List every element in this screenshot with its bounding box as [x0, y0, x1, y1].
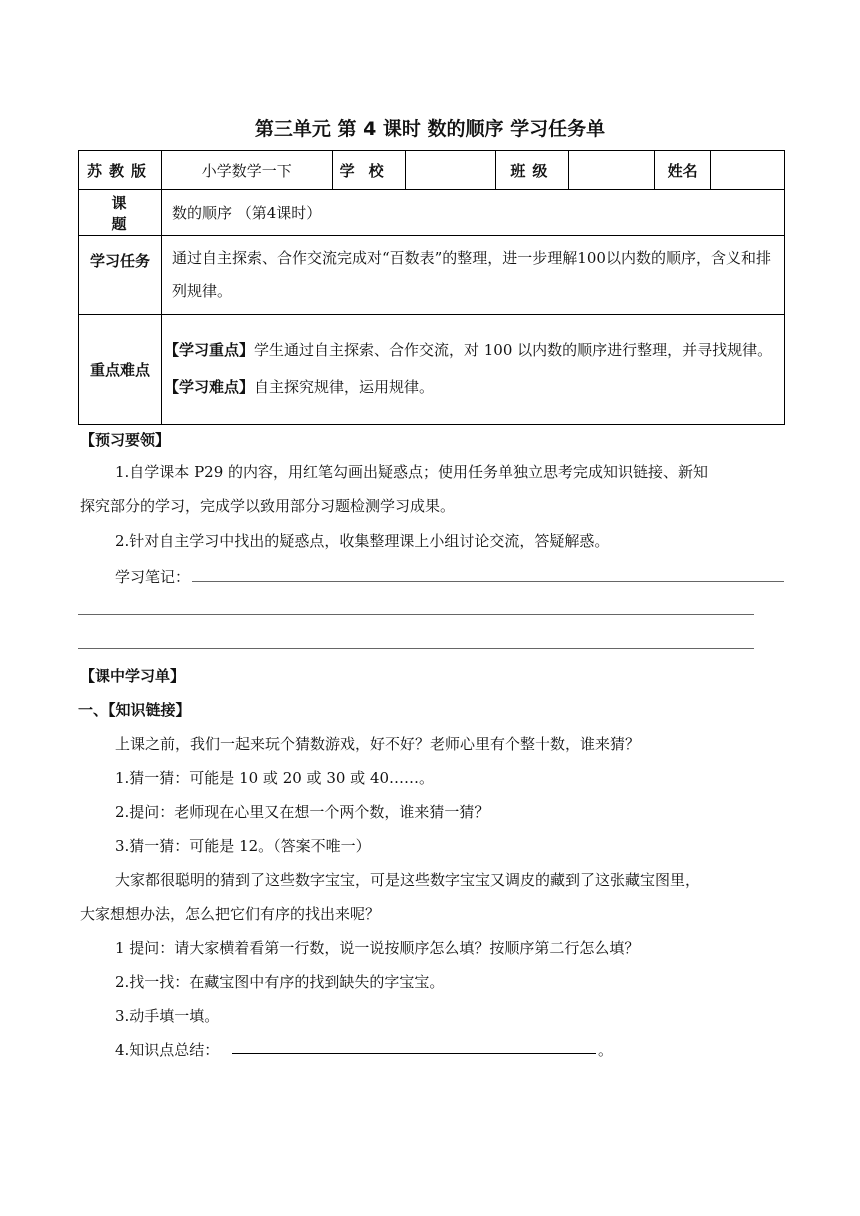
preview-heading: 【预习要领】 [80, 431, 171, 449]
key-point-tag: 【学习重点】 [163, 340, 254, 359]
key-content [161, 315, 784, 425]
step-1: 1 提问：请大家横着看第一行数，说一说按顺序怎么填？按顺序第二行怎么填？ [115, 939, 640, 957]
step-4-label: 4.知识点总结： [115, 1041, 220, 1059]
preview-item1-line1: 1.自学课本 P29 的内容，用红笔勾画出疑惑点；使用任务单独立思考完成知识链接、新知 [115, 463, 709, 481]
section1-heading: 一、【知识链接】 [78, 701, 191, 719]
task-label: 学习任务 [79, 236, 162, 315]
key-label: 重点难点 [79, 315, 162, 425]
school-label: 学校 [332, 151, 405, 190]
para-line-2: 大家想想办法，怎么把它们有序的找出来呢？ [80, 905, 381, 923]
task-value: 通过自主探索、合作交流完成对“百数表”的整理，进一步理解100以内数的顺序，含义和排列规律。 [161, 236, 784, 315]
in-class-heading: 【课中学习单】 [80, 667, 186, 685]
notes-line-3[interactable] [78, 648, 754, 649]
summary-blank[interactable] [232, 1053, 596, 1054]
key-point-text: 学生通过自主探索、合作交流，对 100 以内数的顺序进行整理，并寻找规律。 [253, 340, 773, 359]
para-line-1: 大家都很聪明的猜到了这些数字宝宝，可是这些数字宝宝又调皮的藏到了这张藏宝图里， [115, 871, 701, 889]
notes-line-2[interactable] [78, 614, 754, 615]
step-3: 3.动手填一填。 [115, 1007, 220, 1025]
difficulty-text: 自主探究规律，运用规律。 [253, 377, 434, 396]
key-point [164, 334, 784, 367]
info-table [78, 150, 785, 425]
name-label: 姓名 [655, 151, 711, 190]
page-title: 第三单元 第 4 课时 数的顺序 学习任务单 [254, 118, 606, 140]
step-4-end: 。 [598, 1041, 614, 1059]
difficulty [164, 371, 784, 404]
step-2: 2.找一找：在藏宝图中有序的找到缺失的字宝宝。 [115, 973, 445, 991]
class-field[interactable] [569, 151, 655, 190]
guess-item-3: 3.猜一猜：可能是 12。（答案不唯一） [115, 837, 371, 855]
notes-line-1[interactable] [192, 581, 784, 582]
class-label: 班级 [496, 151, 569, 190]
preview-item1-line2: 探究部分的学习，完成学以致用部分习题检测学习成果。 [80, 497, 456, 515]
school-field[interactable] [405, 151, 496, 190]
name-field[interactable] [711, 151, 785, 190]
topic-value: 数的顺序 （第4课时） [161, 190, 784, 236]
subject-value: 小学数学一下 [161, 151, 332, 190]
guess-item-1: 1.猜一猜：可能是 10 或 20 或 30 或 40……。 [115, 769, 435, 787]
notes-label: 学习笔记： [115, 568, 191, 586]
topic-label: 课题 [79, 190, 162, 236]
guess-item-2: 2.提问：老师现在心里又在想一个两个数，谁来猜一猜？ [115, 803, 490, 821]
edition-label: 苏教版 [79, 151, 162, 190]
intro-text: 上课之前，我们一起来玩个猜数游戏，好不好？老师心里有个整十数，谁来猜？ [115, 735, 641, 753]
difficulty-tag: 【学习难点】 [163, 377, 254, 396]
preview-item2: 2.针对自主学习中找出的疑惑点，收集整理课上小组讨论交流，答疑解惑。 [115, 532, 610, 550]
